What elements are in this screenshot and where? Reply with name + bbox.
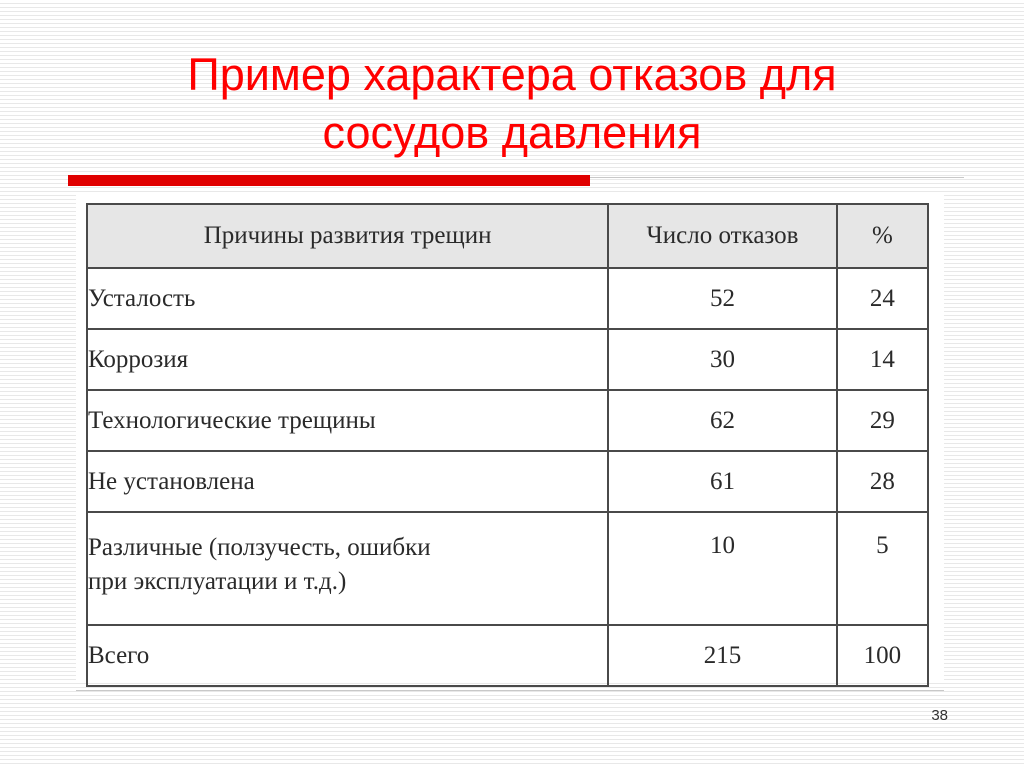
title-accent-bar: [68, 175, 590, 186]
table-row: [87, 329, 928, 390]
cell-count: 61: [608, 451, 837, 512]
slide-title-line-2: сосудов давления: [322, 107, 702, 158]
cell-cause-total: Всего: [87, 625, 608, 686]
cell-percent: 29: [837, 390, 928, 451]
cell-percent: 14: [837, 329, 928, 390]
failure-causes-table: [86, 203, 929, 687]
bottom-divider-line: [76, 690, 944, 691]
cell-percent: 24: [837, 268, 928, 329]
cell-cause: Не установлена: [87, 451, 608, 512]
cell-cause-line-2: при эксплуатации и т.д.): [88, 568, 347, 595]
table-header-row: [87, 204, 928, 268]
page-number: 38: [931, 707, 948, 724]
table-row: [87, 451, 928, 512]
cell-cause: [87, 512, 608, 625]
table-row: [87, 268, 928, 329]
cell-cause-line-1: Различные (ползучесть, ошибки: [88, 534, 431, 561]
cell-count: 30: [608, 329, 837, 390]
cell-count: 10: [608, 512, 837, 625]
header-cause: Причины развития трещин: [87, 204, 608, 268]
cell-cause: Технологические трещины: [87, 390, 608, 451]
table-row: [87, 512, 928, 625]
cell-count-total: 215: [608, 625, 837, 686]
slide-title-line-1: Пример характера отказов для: [187, 49, 837, 100]
table-total-row: [87, 625, 928, 686]
cell-count: 62: [608, 390, 837, 451]
slide-title: [80, 46, 944, 162]
cell-percent-total: 100: [837, 625, 928, 686]
title-divider-line: [590, 177, 964, 178]
cell-cause: Усталость: [87, 268, 608, 329]
header-percent: %: [837, 204, 928, 268]
cell-percent: 5: [837, 512, 928, 625]
cell-percent: 28: [837, 451, 928, 512]
header-count: Число отказов: [608, 204, 837, 268]
cell-count: 52: [608, 268, 837, 329]
cell-cause: Коррозия: [87, 329, 608, 390]
table-row: [87, 390, 928, 451]
